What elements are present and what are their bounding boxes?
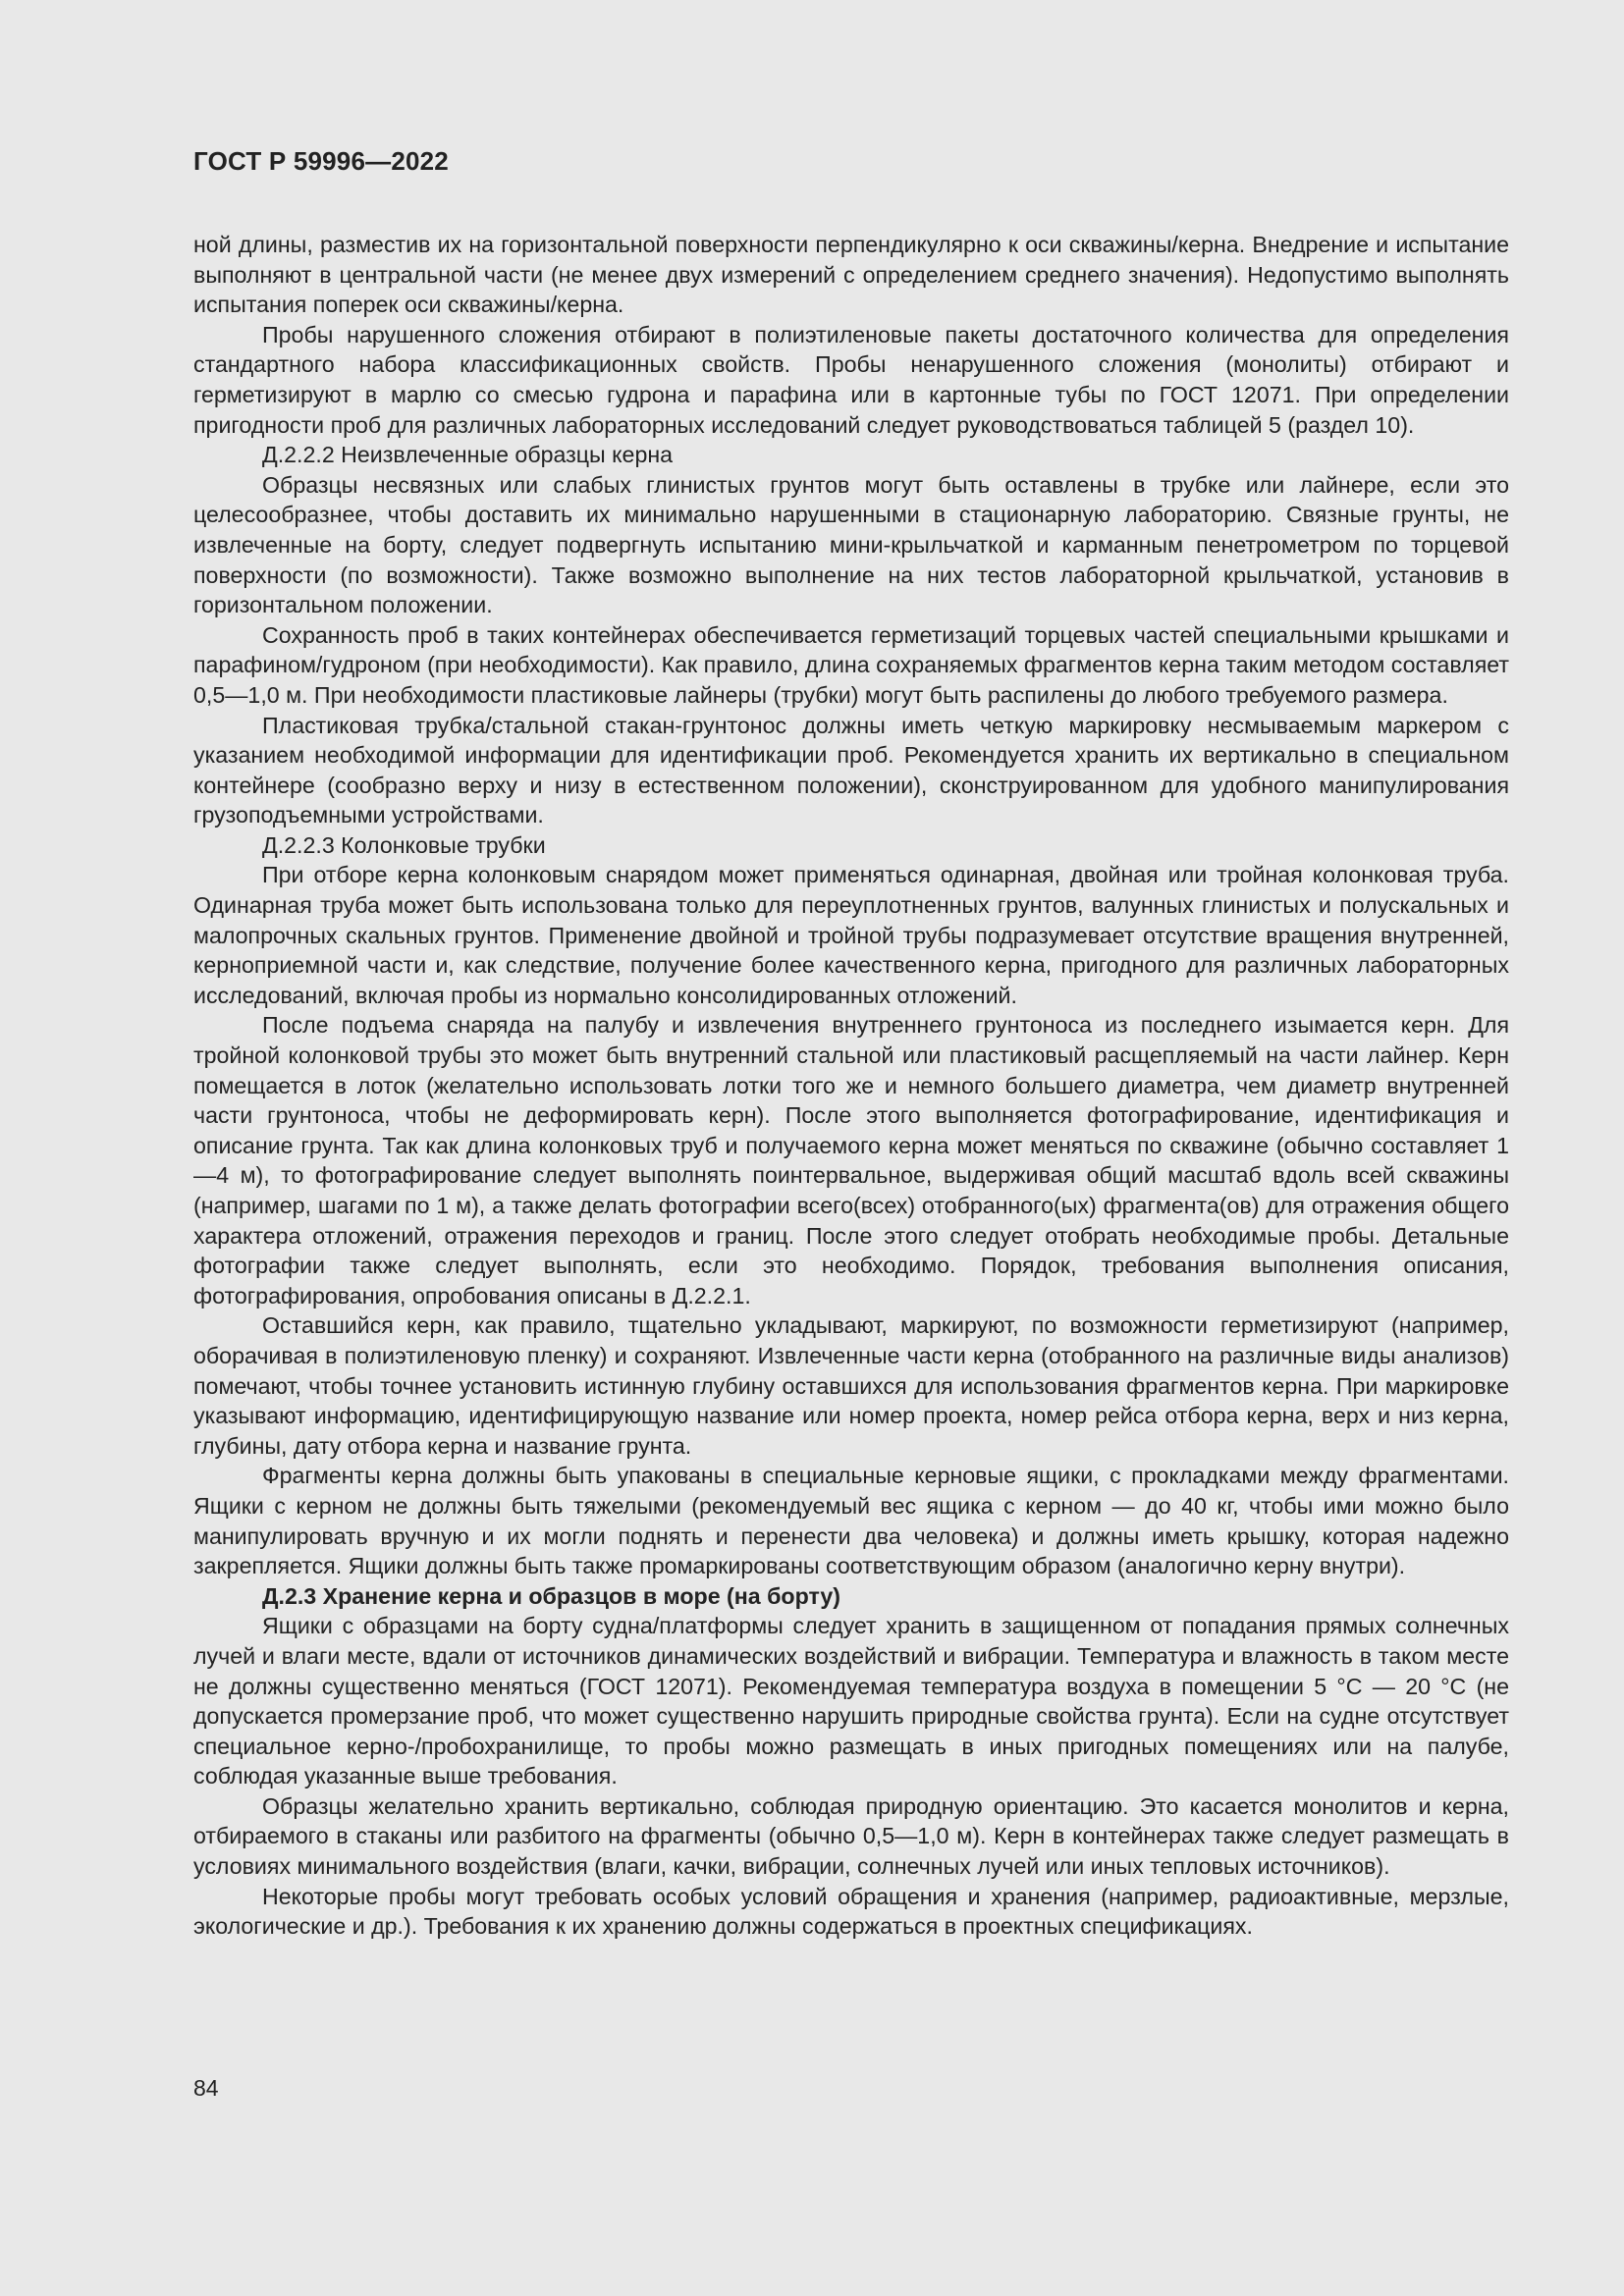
paragraph: Пластиковая трубка/стальной стакан-грунтонос должны иметь четкую маркировку несмываемым маркером с указанием необходимой информации для идентификации проб. Рекомендуется хранить их вертикально в специальном контейнере (сообразно верху и низу в естественном положении), сконструированном для удобного манипулирования грузоподъемными устройствами. — [193, 712, 1509, 828]
paragraph: Фрагменты керна должны быть упакованы в специальные керновые ящики, с прокладками между фрагментами. Ящики с керном не должны быть тяжелыми (рекомендуемый вес ящика с керном — до 40 кг, чтобы ими можно было манипулировать вручную и их могли поднять и перенести два человека) и должны иметь крышку, которая надежно закрепляется. Ящики должны быть также промаркированы соответствующим образом (аналогично керну внутри). — [193, 1463, 1509, 1579]
document-body — [193, 230, 1509, 1942]
section-subheading: Д.2.2.3 Колонковые трубки — [262, 831, 546, 858]
paragraph: При отборе керна колонковым снарядом может применяться одинарная, двойная или тройная колонковая труба. Одинарная труба может быть использована только для переуплотненных грунтов, валунных глинистых и полускальных и малопрочных скальных грунтов. Применение двойной и тройной трубы подразумевает отсутствие вращения внутренней, кернoприемной части и, как следствие, получение более качественного керна, пригодного для различных лабораторных исследований, включая пробы из нормально консолидированных отложений. — [193, 862, 1509, 1008]
page-number: 84 — [193, 2075, 219, 2101]
paragraph: Сохранность проб в таких контейнерах обеспечивается герметизаций торцевых частей специальными крышками и парафином/гудроном (при необходимости). Как правило, длина сохраняемых фрагментов керна таким методом составляет 0,5—1,0 м. При необходимости пластиковые лайнеры (трубки) могут быть распилены до любого требуемого размера. — [193, 621, 1509, 708]
paragraph: Некоторые пробы могут требовать особых условий обращения и хранения (например, радиоактивные, мерзлые, экологические и др.). Требования к их хранению должны содержаться в проектных спецификациях. — [193, 1883, 1509, 1940]
paragraph: После подъема снаряда на палубу и извлечения внутреннего грунтоноса из последнего изымается керн. Для тройной колонковой трубы это может быть внутренний стальной или пластиковый расщепляемый на части лайнер. Керн помещается в лоток (желательно использовать лотки того же и немного большего диаметра, чем диаметр внутренней части грунтоноса, чтобы не деформировать керн). После этого выполняется фотографирование, идентификация и описание грунта. Так как длина колонковых труб и получаемого керна может меняться по скважине (обычно составляет 1—4 м), то фотографирование следует выполнять поинтервальное, выдерживая общий масштаб вдоль всей скважины (например, шагами по 1 м), а также делать фотографии всего(всех) отобранного(ых) фрагмента(ов) для отражения общего характера отложений, отражения переходов и границ. После этого следует отобрать необходимые пробы. Детальные фотографии также следует выполнять, если это необходимо. Порядок, требования выполнения описания, фотографирования, опробования описаны в Д.2.2.1. — [193, 1012, 1509, 1308]
section-subheading: Д.2.2.2 Неизвлеченные образцы керна — [262, 442, 674, 468]
paragraph: Ящики с образцами на борту судна/платформы следует хранить в защищенном от попадания прямых солнечных лучей и влаги месте, вдали от источников динамических воздействий и вибрации. Температура и влажность в таком месте не должны существенно меняться (ГОСТ 12071). Рекомендуемая температура воздуха в помещении 5 °С — 20 °С (не допускается промерзание проб, что может существенно нарушить природные свойства грунта). Если на судне отсутствует специальное керно-/пробохранилище, то пробы можно размещать в иных пригодных помещениях или на палубе, соблюдая указанные выше требования. — [193, 1613, 1509, 1789]
paragraph: ной длины, разместив их на горизонтальной поверхности перпендикулярно к оси скважины/керна. Внедрение и испытание выполняют в центральной части (не менее двух измерений с определением среднего значения). Недопустимо выполнять испытания поперек оси скважины/керна. — [193, 232, 1509, 318]
section-heading: Д.2.3 Хранение керна и образцов в море (на борту) — [262, 1582, 841, 1609]
paragraph: Пробы нарушенного сложения отбирают в полиэтиленовые пакеты достаточного количества для определения стандартного набора классификационных свойств. Пробы ненарушенного сложения (монолиты) отбирают и герметизируют в марлю со смесью гудрона и парафина или в картонные тубы по ГОСТ 12071. При определении пригодности проб для различных лабораторных исследований следует руководствоваться таблицей 5 (раздел 10). — [193, 321, 1509, 438]
document-page — [193, 145, 1509, 1942]
paragraph: Образцы несвязных или слабых глинистых грунтов могут быть оставлены в трубке или лайнере, если это целесообразнее, чтобы доставить их минимально нарушенными в стационарную лабораторию. Связные грунты, не извлеченные на борту, следует подвергнуть испытанию мини-крыльчаткой и карманным пенетрометром по торцевой поверхности (по возможности). Также возможно выполнение на них тестов лабораторной крыльчаткой, установив в горизонтальном положении. — [193, 471, 1509, 618]
document-header: ГОСТ Р 59996—2022 — [193, 146, 449, 176]
paragraph: Оставшийся керн, как правило, тщательно укладывают, маркируют, по возможности герметизируют (например, оборачивая в полиэтиленовую пленку) и сохраняют. Извлеченные части керна (отобранного на различные виды анализов) помечают, чтобы точнее установить истинную глубину оставшихся для использования фрагментов керна. При маркировке указывают информацию, идентифицирующую название или номер проекта, номер рейса отбора керна, верх и низ керна, глубины, дату отбора керна и название грунта. — [193, 1312, 1509, 1459]
paragraph: Образцы желательно хранить вертикально, соблюдая природную ориентацию. Это касается монолитов и керна, отбираемого в стаканы или разбитого на фрагменты (обычно 0,5—1,0 м). Керн в контейнерах также следует размещать в условиях минимального воздействия (влаги, качки, вибрации, солнечных лучей или иных тепловых источников). — [193, 1792, 1509, 1880]
